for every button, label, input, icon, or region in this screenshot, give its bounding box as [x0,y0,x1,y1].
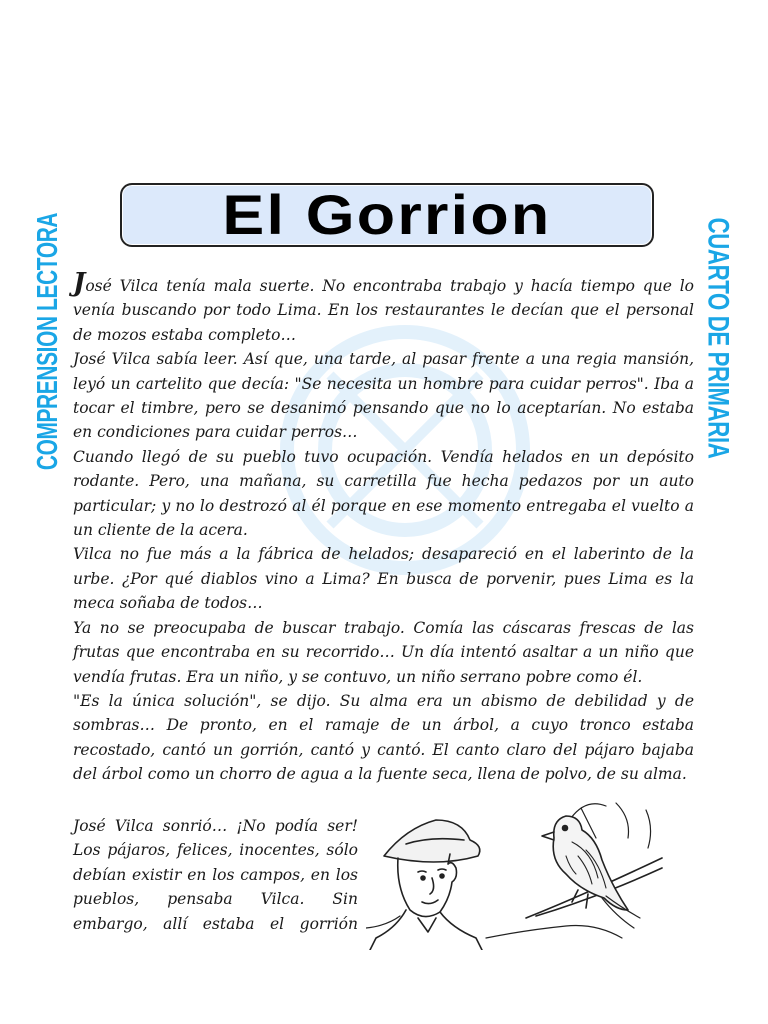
drop-cap: J [73,268,86,298]
paragraph-5: Ya no se preocupaba de buscar trabajo. Comía las cáscaras frescas de las frutas que encontraba en su recorrido… Un día intentó asaltar a un niño que vendía frutas. Era un niño, y se contuvo, un niño serrano pobre como él. [73,618,694,686]
man-and-sparrow-illustration [366,798,666,950]
title-banner [120,183,654,247]
side-title-right [695,180,741,495]
story-body [73,270,694,787]
paragraph-1: José Vilca tenía mala suerte. No encontraba trabajo y hacía tiempo que lo venía buscando por todo Lima. En los restaurantes le decían que el personal de mozos estaba completo… [73,268,694,344]
paragraph-2: José Vilca sabía leer. Así que, una tarde, al pasar frente a una regia mansión, leyó un cartelito que decía: "Se necesita un hombre para cuidar perros". Iba a tocar el timbre, pero se desanimó pensando que no lo aceptarían. No estaba en condiciones para cuidar perros… [73,350,694,442]
side-title-left-text: COMPRENSION LECTORA [32,212,65,471]
story-tail [73,814,358,936]
paragraph-4: Vilca no fue más a la fábrica de helados; desapareció en el laberinto de la urbe. ¿Por qué diablos vino a Lima? En busca de porvenir, pues Lima es la meca soñaba de todos… [73,545,694,613]
page-title: El Gorrion [222,183,552,246]
paragraph-6: "Es la única solución", se dijo. Su alma era un abismo de debilidad y de sombras… De pronto, en el ramaje de un árbol, a cuyo tronco estaba recostado, cantó un gorrión, cantó y cantó. El canto claro del pájaro bajaba del árbol como un chorro de agua a la fuente seca, llena de polvo, de su alma. [73,691,694,784]
paragraph-3: Cuando llegó de su pueblo tuvo ocupación. Vendía helados en un depósito rodante. Pero, una mañana, su carretilla fue hecha pedazos por un auto particular; y no lo destrozó al él porque en ese momento entregaba el vuelto a un cliente de la acera. [73,447,694,540]
side-title-left [28,183,70,500]
side-title-right-text: CUARTO DE PRIMARIA [702,217,736,458]
paragraph-7: José Vilca sonrió… ¡No podía ser! Los pájaros, felices, inocentes, sólo debían existir en los campos, en los pueblos, pensaba Vilca. Sin embargo, allí estaba el gorrión [73,817,358,933]
